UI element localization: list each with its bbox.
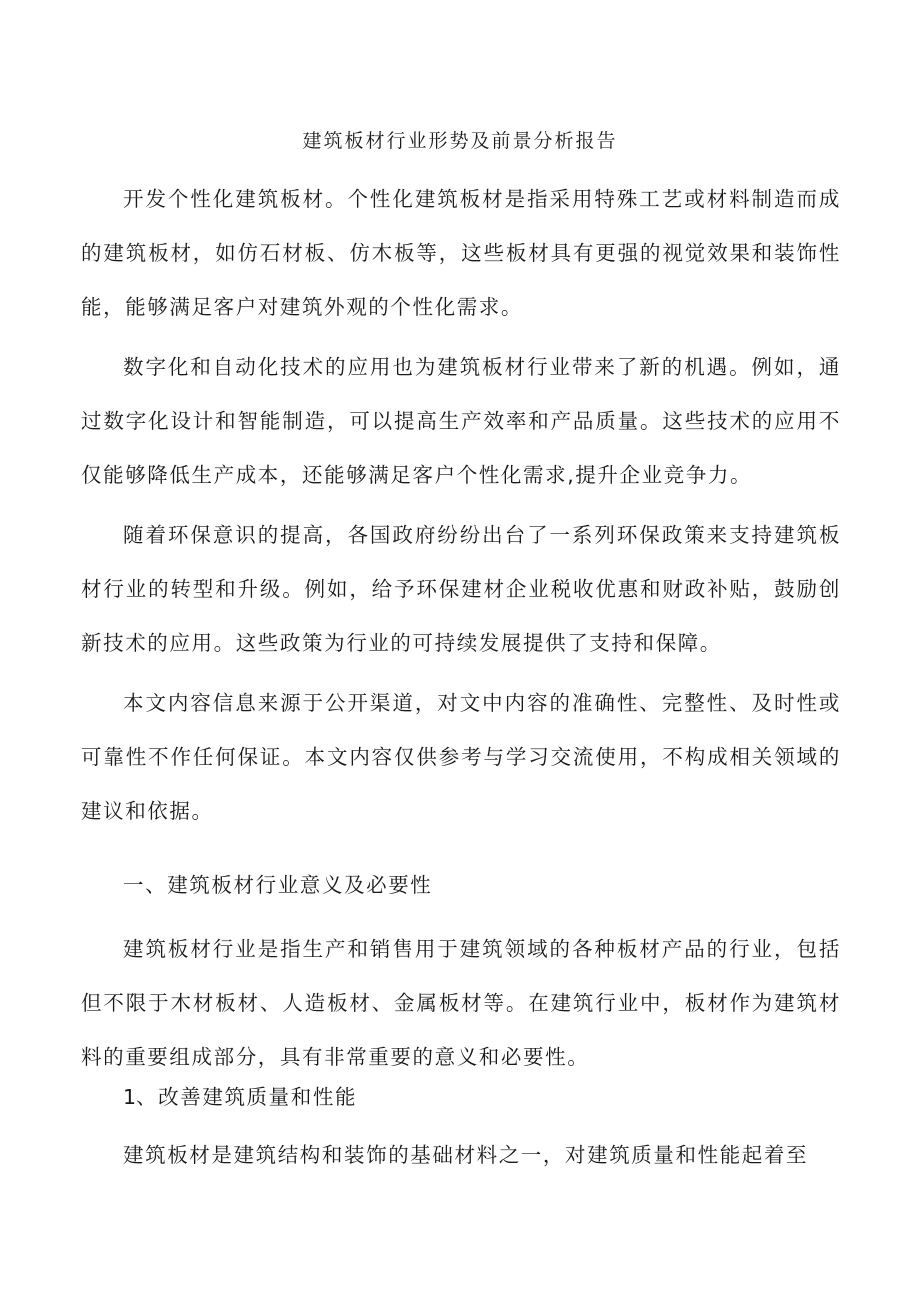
section-heading: 一、建筑板材行业意义及必要性 <box>123 873 433 897</box>
subsection-heading <box>123 1070 357 1124</box>
subsection-number: 1 <box>123 1085 137 1109</box>
paragraph-disclaimer: 本文内容信息来源于公开渠道，对文中内容的准确性、完整性、及时性或可靠性不作任何保证。本文内容仅供参考与学习交流使用，不构成相关领域的建议和依据。 <box>81 691 841 823</box>
paragraph-environmental-policy: 随着环保意识的提高，各国政府纷纷出台了一系列环保政策来支持建筑板材行业的转型和升级。例如，给予环保建材企业税收优惠和财政补贴，鼓励创新技术的应用。这些政策为行业的可持续发展提供了支持和保障。 <box>81 523 841 655</box>
paragraph-industry-definition: 建筑板材行业是指生产和销售用于建筑领域的各种板材产品的行业，包括但不限于木材板材、人造板材、金属板材等。在建筑行业中，板材作为建筑材料的重要组成部分，具有非常重要的意义和必要性。 <box>81 937 841 1069</box>
document-title: 建筑板材行业形势及前景分析报告 <box>302 130 618 152</box>
paragraph-quality-performance: 建筑板材是建筑结构和装饰的基础材料之一，对建筑质量和性能起着至 <box>123 1143 809 1167</box>
paragraph-personalized-boards: 开发个性化建筑板材。个性化建筑板材是指采用特殊工艺或材料制造而成的建筑板材，如仿石材板、仿木板等，这些板材具有更强的视觉效果和装饰性能，能够满足客户对建筑外观的个性化需求。 <box>81 187 841 319</box>
subsection-heading-text: 、改善建筑质量和性能 <box>136 1085 358 1109</box>
paragraph-digitalization: 数字化和自动化技术的应用也为建筑板材行业带来了新的机遇。例如，通过数字化设计和智能制造，可以提高生产效率和产品质量。这些技术的应用不仅能够降低生产成本，还能够满足客户个性化需求,提升企业竞争力。 <box>81 355 841 487</box>
